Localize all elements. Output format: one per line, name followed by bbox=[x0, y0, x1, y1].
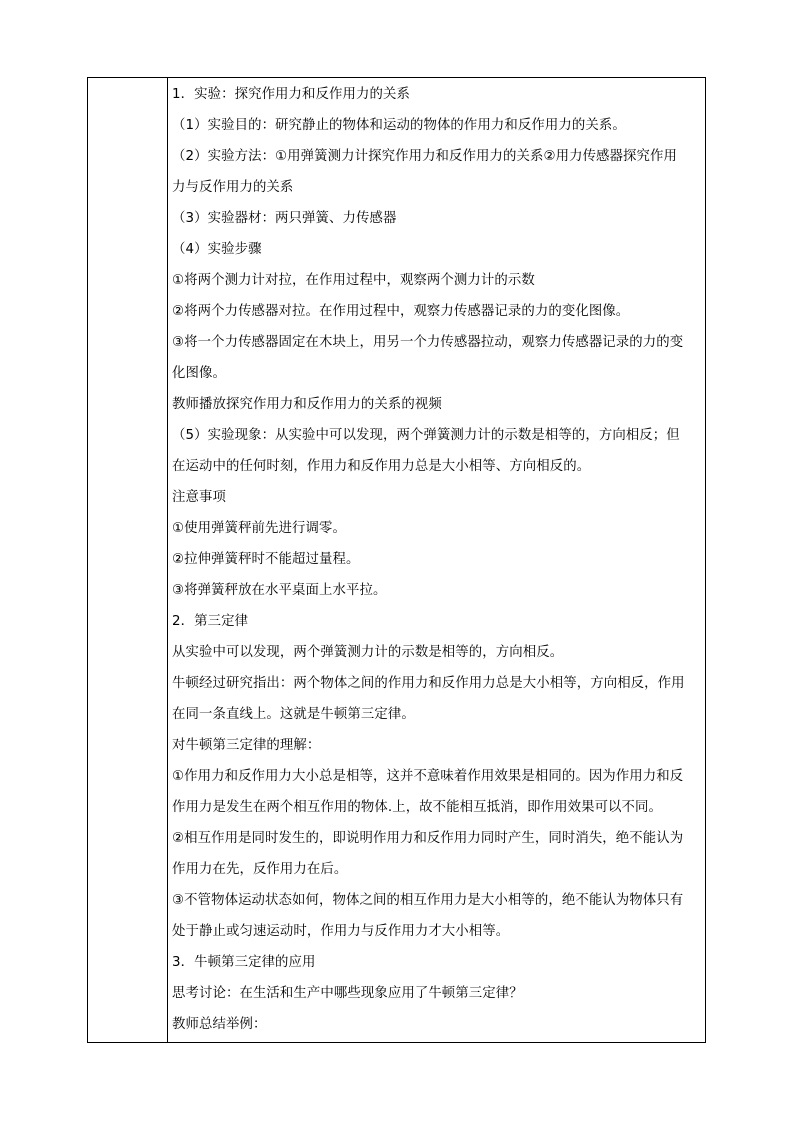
paragraph-line: （3）实验器材：两只弹簧、力传感器 bbox=[172, 211, 397, 226]
section-heading-application: 3．牛顿第三定律的应用 bbox=[172, 955, 316, 970]
paragraph-line: 对牛顿第三定律的理解： bbox=[172, 738, 321, 753]
paragraph-line: 从实验中可以发现，两个弹簧测力计的示数是相等的，方向相反。 bbox=[172, 645, 564, 660]
paragraph-line: 力与反作用力的关系 bbox=[172, 180, 294, 195]
paragraph-line: 在运动中的任何时刻，作用力和反作用力总是大小相等、方向相反的。 bbox=[172, 459, 591, 474]
paragraph-line: ①作用力和反作用力大小总是相等，这并不意味着作用效果是相同的。因为作用力和反 bbox=[172, 769, 684, 784]
paragraph-line: ②相互作用是同时发生的，即说明作用力和反作用力同时产生，同时消失，绝不能认为 bbox=[172, 831, 684, 846]
paragraph-line: ③将弹簧秤放在水平桌面上水平拉。 bbox=[172, 583, 387, 598]
section-heading-third-law: 2．第三定律 bbox=[172, 614, 249, 629]
paragraph-line: 教师播放探究作用力和反作用力的关系的视频 bbox=[172, 397, 442, 412]
paragraph-line: （1）实验目的：研究静止的物体和运动的物体的作用力和反作用力的关系。 bbox=[172, 118, 626, 133]
paragraph-line: 作用力在先，反作用力在后。 bbox=[172, 862, 348, 877]
paragraph-line: 教师总结举例： bbox=[172, 1017, 267, 1032]
paragraph-line: ③不管物体运动状态如何，物体之间的相互作用力是大小相等的，绝不能认为物体只有 bbox=[172, 893, 684, 908]
paragraph-line: （2）实验方法：①用弹簧测力计探究作用力和反作用力的关系②用力传感器探究作用 bbox=[172, 149, 677, 164]
paragraph-line: ②拉伸弹簧秤时不能超过量程。 bbox=[172, 552, 360, 567]
paragraph-line: 处于静止或匀速运动时，作用力与反作用力才大小相等。 bbox=[172, 924, 510, 939]
table-left-cell bbox=[88, 78, 168, 1042]
lesson-table bbox=[87, 77, 706, 1043]
paragraph-line: 思考讨论：在生活和生产中哪些现象应用了牛顿第三定律？ bbox=[172, 986, 523, 1001]
paragraph-line: 在同一条直线上。这就是牛顿第三定律。 bbox=[172, 707, 415, 722]
paragraph-line: 注意事项 bbox=[172, 490, 226, 505]
paragraph-line: ②将两个力传感器对拉。在作用过程中，观察力传感器记录的力的变化图像。 bbox=[172, 304, 630, 319]
paragraph-line: ③将一个力传感器固定在木块上，用另一个力传感器拉动，观察力传感器记录的力的变 bbox=[172, 335, 684, 350]
paragraph-line: 化图像。 bbox=[172, 366, 226, 381]
paragraph-line: 牛顿经过研究指出：两个物体之间的作用力和反作用力总是大小相等，方向相反，作用 bbox=[172, 676, 685, 691]
section-heading-experiment: 1．实验：探究作用力和反作用力的关系 bbox=[172, 87, 410, 102]
paragraph-line: （4）实验步骤 bbox=[172, 242, 262, 257]
paragraph-line: ①使用弹簧秤前先进行调零。 bbox=[172, 521, 346, 536]
paragraph-line: ①将两个测力计对拉，在作用过程中，观察两个测力计的示数 bbox=[172, 273, 535, 288]
paragraph-line: （5）实验现象：从实验中可以发现，两个弹簧测力计的示数是相等的，方向相反；但 bbox=[172, 428, 680, 443]
paragraph-line: 作用力是发生在两个相互作用的物体.上，故不能相互抵消，即作用效果可以不同。 bbox=[172, 800, 663, 815]
